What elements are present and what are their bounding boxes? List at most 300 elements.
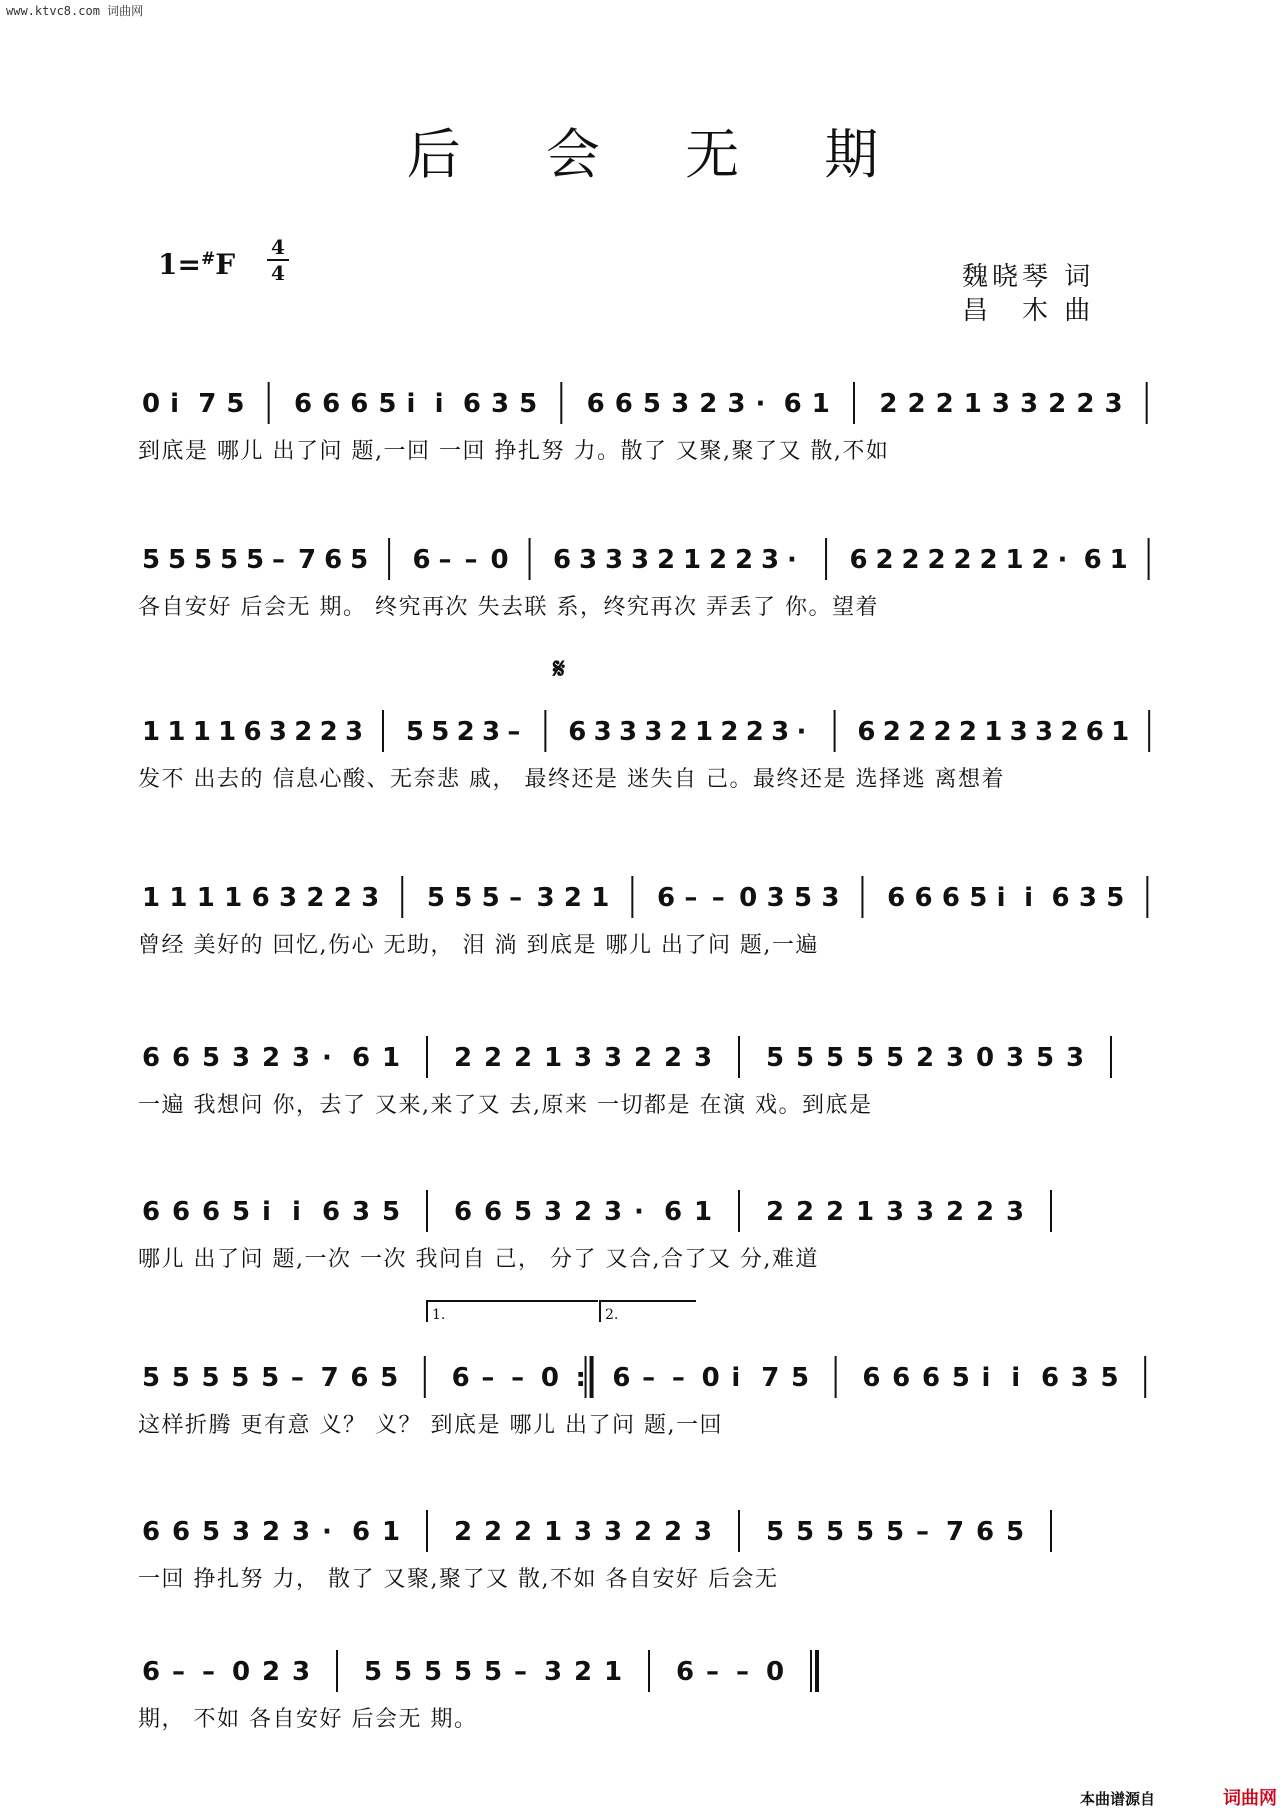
note: 6 (921, 1363, 941, 1393)
note: 5 (886, 1043, 905, 1073)
note: 6 (1041, 1363, 1060, 1393)
note: 6 (322, 1197, 341, 1227)
note: 2 (664, 1043, 683, 1073)
note: 6 (887, 883, 906, 913)
notation-line (138, 866, 1178, 926)
note: 6 (243, 717, 262, 747)
note: 1 (694, 1197, 713, 1227)
dash-note: – (464, 545, 478, 575)
note: 1 (984, 717, 1003, 747)
note: 6 (892, 1363, 911, 1393)
note: · (755, 389, 766, 419)
note: i (406, 389, 416, 419)
note: · (322, 1517, 332, 1547)
note: 5 (261, 1363, 280, 1393)
note: 6 (664, 1197, 683, 1227)
note: 2 (720, 717, 739, 747)
note: 3 (946, 1043, 965, 1073)
note: i (434, 389, 444, 419)
note: 2 (699, 389, 718, 419)
note: 2 (574, 1197, 593, 1227)
note: 2 (735, 545, 754, 575)
note: 3 (232, 1043, 251, 1073)
note: 6 (172, 1043, 191, 1073)
note: 6 (849, 545, 868, 575)
score-system-9 (138, 1640, 1178, 1770)
note: 1 (683, 545, 702, 575)
note: 6 (172, 1517, 191, 1547)
lyricist-credit: 魏晓琴 词 (962, 262, 1095, 292)
note: 2 (935, 389, 954, 419)
note: 3 (593, 717, 612, 747)
notation-line (138, 1500, 1178, 1560)
note: 1 (192, 717, 211, 747)
note: 2 (456, 717, 475, 747)
key-prefix: 1= (158, 248, 201, 281)
note: 3 (232, 1517, 251, 1547)
note: 1 (544, 1043, 563, 1073)
volta-first-label: 1. (432, 1307, 446, 1323)
note: 5 (969, 883, 988, 913)
note: 7 (298, 545, 317, 575)
note: 6 (676, 1657, 695, 1687)
note: 6 (451, 1363, 470, 1393)
note: · (796, 717, 807, 747)
note: 6 (142, 1657, 161, 1687)
score-system-8 (138, 1500, 1178, 1630)
note: 5 (246, 545, 265, 575)
note: 2 (976, 1197, 995, 1227)
note: 7 (946, 1517, 965, 1547)
note: 2 (514, 1517, 533, 1547)
note: 3 (1006, 1043, 1025, 1073)
note: 1 (224, 883, 243, 913)
note: 3 (1006, 1197, 1025, 1227)
note: 6 (142, 1197, 161, 1227)
note: 0 (701, 1363, 720, 1393)
note: 6 (1085, 717, 1104, 747)
note: 5 (484, 1657, 503, 1687)
notation-line (138, 1026, 1178, 1086)
note: 6 (172, 1197, 191, 1227)
note: 6 (857, 717, 876, 747)
note: 3 (916, 1197, 935, 1227)
note: 5 (642, 389, 662, 419)
note: 0 (232, 1657, 251, 1687)
note: 5 (142, 545, 161, 575)
note: 3 (344, 717, 364, 747)
lyric-line: 发不 出去的 信息心酸、无奈悲 戚， 最终还是 迷失自 己。最终还是 选择逃 离想着 (138, 767, 1005, 792)
note: 1 (142, 883, 161, 913)
score-system-1 (138, 372, 1178, 502)
note: 3 (766, 883, 785, 913)
note: 1 (1111, 717, 1130, 747)
note: 3 (771, 717, 790, 747)
lyric-line: 曾经 美好的 回忆,伤心 无助， 泪 淌 到底是 哪儿 出了问 题,一遍 (138, 933, 819, 958)
note: 6 (352, 1517, 371, 1547)
dash-note: – (671, 1363, 685, 1393)
note: 6 (350, 389, 369, 419)
note: i (981, 1363, 991, 1393)
note: 6 (484, 1197, 503, 1227)
note: 5 (226, 389, 245, 419)
lyric-line: 这样折腾 更有意 义？ 义？ 到底是 哪儿 出了问 题,一回 (138, 1413, 723, 1438)
key-signature (158, 248, 235, 281)
note: 0 (490, 545, 509, 575)
note: 2 (979, 545, 998, 575)
note: 2 (901, 545, 920, 575)
note: 1 (169, 883, 188, 913)
dash-note: – (290, 1363, 304, 1393)
note: 6 (1083, 545, 1102, 575)
note: 1 (544, 1517, 563, 1547)
note: 5 (481, 883, 500, 913)
dash-note: – (172, 1657, 185, 1687)
dash-note: – (736, 1657, 749, 1687)
note: · (787, 545, 797, 575)
note: 3 (604, 1517, 623, 1547)
note: 3 (278, 883, 298, 913)
note: i (996, 883, 1006, 913)
dash-note: – (711, 883, 725, 913)
notation-line (138, 1640, 1178, 1700)
note: 6 (202, 1197, 221, 1227)
note: 5 (796, 1517, 815, 1547)
note: 2 (262, 1043, 281, 1073)
time-signature (267, 236, 289, 284)
note: 6 (941, 883, 960, 913)
dash-note: – (509, 883, 523, 913)
note: 5 (202, 1517, 221, 1547)
note: 6 (914, 883, 933, 913)
note: 2 (333, 883, 352, 913)
note: 3 (604, 1043, 623, 1073)
note: 2 (796, 1197, 815, 1227)
note: 1 (382, 1517, 401, 1547)
volta-second-label: 2. (605, 1307, 619, 1323)
note: 2 (1060, 717, 1079, 747)
lyric-line: 期， 不如 各自安好 后会无 期。 (138, 1707, 478, 1732)
note: 1 (1005, 545, 1024, 575)
note: 3 (671, 389, 690, 419)
note: 3 (292, 1657, 311, 1687)
note: 1 (604, 1657, 623, 1687)
note: 2 (657, 545, 676, 575)
note: 3 (574, 1043, 593, 1073)
note: 3 (574, 1517, 593, 1547)
note: 2 (664, 1517, 683, 1547)
score-system-2 (138, 528, 1178, 658)
note: 6 (657, 883, 676, 913)
note: 2 (879, 389, 898, 419)
note: 2 (484, 1043, 503, 1073)
note: 6 (586, 389, 605, 419)
lyric-line: 哪儿 出了问 题,一次 一次 我问自 己， 分了 又合,合了又 分,难道 (138, 1247, 819, 1272)
note: 6 (783, 389, 802, 419)
note: 2 (454, 1517, 473, 1547)
note: 0 (976, 1043, 995, 1073)
note: 6 (612, 1363, 631, 1393)
note: 7 (761, 1363, 780, 1393)
note: 6 (412, 545, 431, 575)
note: 3 (361, 883, 380, 913)
note: 2 (946, 1197, 965, 1227)
note: 5 (220, 545, 239, 575)
note: 0 (766, 1657, 785, 1687)
note: 2 (745, 717, 764, 747)
note: 5 (766, 1517, 785, 1547)
repeat-sign: : (575, 1363, 586, 1393)
note: 1 (1109, 545, 1128, 575)
note: 5 (194, 545, 213, 575)
note: 6 (322, 389, 341, 419)
dash-note: – (916, 1517, 929, 1547)
note: 5 (856, 1043, 875, 1073)
note: 2 (454, 1043, 473, 1073)
song-title: 后 会 无 期 (406, 123, 913, 186)
note: 5 (454, 883, 473, 913)
note: 2 (1048, 389, 1067, 419)
note: 3 (644, 717, 663, 747)
note: 5 (171, 1363, 190, 1393)
note: 3 (1070, 1363, 1089, 1393)
note: 0 (142, 389, 161, 419)
note: 1 (695, 717, 714, 747)
note: 6 (454, 1197, 473, 1227)
note: · (322, 1043, 332, 1073)
note: 3 (694, 1517, 713, 1547)
note: 5 (394, 1657, 413, 1687)
note: 2 (927, 545, 946, 575)
note: 6 (352, 1043, 371, 1073)
note: 5 (454, 1657, 473, 1687)
note: 2 (875, 545, 894, 575)
note: 2 (1031, 545, 1050, 575)
note: 5 (1036, 1043, 1055, 1073)
note: 3 (268, 717, 287, 747)
note: 2 (634, 1517, 653, 1547)
note: 6 (614, 389, 633, 419)
note: 1 (382, 1043, 401, 1073)
note: 2 (563, 883, 582, 913)
note: 5 (1006, 1517, 1025, 1547)
note: 3 (604, 1197, 623, 1227)
note: i (731, 1363, 741, 1393)
note: 0 (739, 883, 758, 913)
note: 5 (826, 1517, 845, 1547)
score-system-3 (138, 700, 1178, 830)
note: 2 (574, 1657, 593, 1687)
note: 6 (350, 1363, 369, 1393)
time-denominator: 4 (271, 261, 285, 285)
note: 2 (766, 1197, 785, 1227)
note: i (292, 1197, 301, 1227)
note: 1 (811, 389, 830, 419)
time-numerator: 4 (271, 235, 285, 259)
note: 3 (761, 545, 780, 575)
score-system-5 (138, 1026, 1178, 1156)
note: 3 (1020, 389, 1039, 419)
note: 3 (578, 545, 598, 575)
brand-logo: 词曲网 (1223, 1788, 1277, 1809)
lyric-line: 各自安好 后会无 期。 终究再次 失去联 系，终究再次 弄丢了 你。望着 (138, 595, 879, 620)
note: 3 (292, 1043, 311, 1073)
notation-line (138, 1180, 1178, 1240)
note: 6 (462, 389, 481, 419)
note: 3 (544, 1197, 563, 1227)
note: i (1024, 883, 1033, 913)
dash-note: – (481, 1363, 495, 1393)
note: 2 (262, 1657, 281, 1687)
note: 6 (142, 1517, 161, 1547)
note: 5 (793, 883, 813, 913)
note: 7 (320, 1363, 339, 1393)
note: i (262, 1197, 271, 1227)
note: 2 (634, 1043, 653, 1073)
segno-sign: 𝄋 (553, 652, 566, 685)
note: 3 (544, 1657, 563, 1687)
note: 2 (1076, 389, 1095, 419)
note: 6 (1051, 883, 1070, 913)
dash-note: – (684, 883, 698, 913)
notation-line (138, 372, 1178, 432)
note: 2 (262, 1517, 281, 1547)
note: 5 (1100, 1363, 1119, 1393)
score-system-7 (138, 1346, 1178, 1476)
notation-line (138, 1346, 1178, 1406)
note: 5 (201, 1363, 220, 1393)
note: 6 (142, 1043, 161, 1073)
note: 5 (382, 1197, 401, 1227)
note: 5 (350, 545, 369, 575)
note: 3 (694, 1043, 713, 1073)
notation-line (138, 528, 1178, 588)
note: 5 (364, 1657, 383, 1687)
note: 5 (202, 1043, 221, 1073)
note: 5 (378, 389, 397, 419)
note: 5 (856, 1517, 875, 1547)
note: 2 (484, 1517, 503, 1547)
note: 2 (908, 717, 927, 747)
note: 5 (790, 1363, 810, 1393)
note: 5 (424, 1657, 443, 1687)
note: 1 (196, 883, 215, 913)
note: 1 (142, 717, 161, 747)
note: 2 (953, 545, 972, 575)
note: 5 (405, 717, 424, 747)
note: 7 (198, 389, 217, 419)
note: 5 (426, 883, 445, 913)
source-note: 本曲谱源自 (1079, 1790, 1155, 1808)
dash-note: – (511, 1363, 525, 1393)
dash-note: – (514, 1657, 527, 1687)
note: 3 (604, 545, 624, 575)
note: 1 (856, 1197, 875, 1227)
note: 6 (568, 717, 587, 747)
note: 3 (536, 883, 555, 913)
note: 5 (519, 389, 538, 419)
note: 3 (886, 1197, 905, 1227)
note: 3 (821, 883, 840, 913)
note: 2 (514, 1043, 533, 1073)
note: 2 (669, 717, 688, 747)
composer-credit: 昌 木 曲 (962, 296, 1095, 326)
note: 3 (1104, 389, 1123, 419)
note: 1 (963, 389, 982, 419)
note: 5 (142, 1363, 161, 1393)
note: 2 (709, 545, 728, 575)
dash-note: – (706, 1657, 719, 1687)
note: 6 (251, 883, 270, 913)
note: 5 (231, 1363, 250, 1393)
note: 2 (933, 717, 952, 747)
note: 5 (1106, 883, 1125, 913)
lyric-line: 一遍 我想问 你，去了 又来,来了又 去,原来 一切都是 在演 戏。到底是 (138, 1093, 873, 1118)
note: 1 (591, 883, 610, 913)
dash-note: – (272, 545, 286, 575)
note: 5 (951, 1363, 970, 1393)
note: 5 (796, 1043, 815, 1073)
note: 5 (766, 1043, 785, 1073)
note: i (170, 389, 180, 419)
dash-note: – (642, 1363, 656, 1393)
dash-note: – (438, 545, 452, 575)
dash-note: – (202, 1657, 215, 1687)
note: 3 (1035, 717, 1054, 747)
note: 3 (727, 389, 746, 419)
note: 1 (167, 717, 186, 747)
note: 3 (352, 1197, 371, 1227)
note: 2 (306, 883, 325, 913)
note: 5 (380, 1363, 399, 1393)
note: 6 (293, 389, 313, 419)
note: 3 (292, 1517, 311, 1547)
note: 0 (540, 1363, 559, 1393)
note: 2 (319, 717, 338, 747)
note: 5 (514, 1197, 533, 1227)
dash-note: – (507, 717, 521, 747)
note: 3 (630, 545, 650, 575)
note: 6 (324, 545, 343, 575)
note: 5 (168, 545, 187, 575)
note: 5 (826, 1043, 845, 1073)
note: · (1057, 545, 1068, 575)
notation-line (138, 700, 1178, 760)
note: 2 (958, 717, 977, 747)
note: 1 (218, 717, 237, 747)
note: 3 (618, 717, 638, 747)
score-system-6 (138, 1180, 1178, 1310)
note: 6 (552, 545, 572, 575)
site-watermark: www.ktvc8.com 词曲网 (6, 4, 144, 18)
note: · (634, 1197, 644, 1227)
note: 3 (991, 389, 1010, 419)
lyric-line: 到底是 哪儿 出了问 题,一回 一回 挣扎努 力。散了 又聚,聚了又 散,不如 (138, 439, 890, 464)
note: 6 (976, 1517, 995, 1547)
note: 3 (481, 717, 501, 747)
note: 2 (916, 1043, 935, 1073)
note: 6 (862, 1363, 881, 1393)
lyric-line: 一回 挣扎努 力， 散了 又聚,聚了又 散,不如 各自安好 后会无 (138, 1567, 779, 1592)
note: 5 (886, 1517, 905, 1547)
note: 3 (1066, 1043, 1085, 1073)
note: 2 (294, 717, 313, 747)
note: 2 (882, 717, 901, 747)
note: 2 (826, 1197, 845, 1227)
key-note: F (215, 248, 236, 281)
note: 5 (232, 1197, 251, 1227)
note: i (1011, 1363, 1021, 1393)
